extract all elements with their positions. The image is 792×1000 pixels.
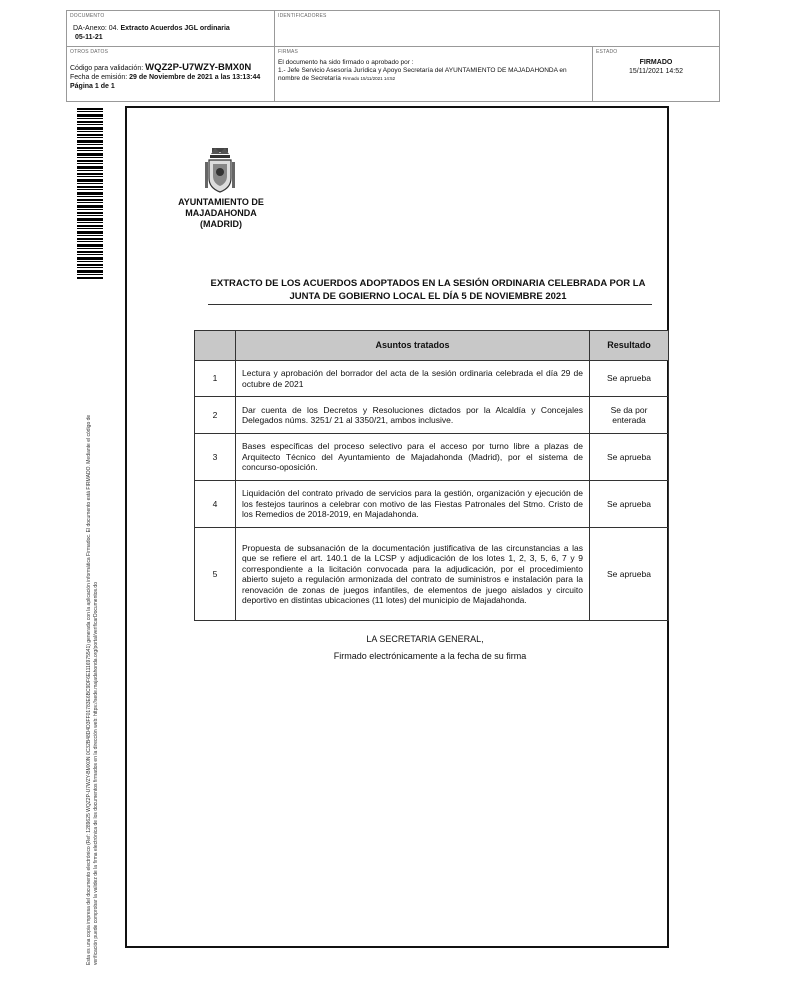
row-text: Bases específicas del proceso selectivo para el acceso por turno libre a plazas de Arquitecto Técnico del Ayuntamiento de Majadahonda (Madrid), por el sistema de concurso-oposición. [236, 434, 590, 481]
otros-datos-cell [67, 47, 275, 101]
codigo-validacion: Código para validación: WQZ2P-U7WZY-BMX0N [70, 62, 252, 73]
firmas-line-1: El documento ha sido firmado o aprobado por : [278, 59, 414, 66]
estado-date: 15/11/2021 14:52 [629, 68, 683, 75]
row-result: Se aprueba [590, 481, 669, 528]
otros-datos-label: OTROS DATOS [70, 49, 109, 55]
title-underline [208, 304, 652, 305]
row-num: 1 [195, 361, 236, 397]
documento-date: 05-11-21 [75, 34, 103, 41]
table-row [195, 397, 669, 434]
row-result: Se da por enterada [590, 397, 669, 434]
entity-line-3: (MADRID) [200, 219, 242, 229]
row-text: Dar cuenta de los Decretos y Resoluciones dictados por la Alcaldía y Concejales Delegados núms. 3251/ 21 al 3350/21, ambos inclusive. [236, 397, 590, 434]
entity-line-1: AYUNTAMIENTO DE [178, 197, 264, 207]
row-num: 2 [195, 397, 236, 434]
firmas-cell [275, 47, 593, 101]
row-text: Lectura y aprobación del borrador del acta de la sesión ordinaria celebrada el día 29 de octubre de 2021 [236, 361, 590, 397]
firmas-line-2: 1.- Jefe Servicio Asesoría Jurídica y Apoyo Secretaría del AYUNTAMIENTO DE MAJADAHONDA en [278, 67, 567, 74]
side-verification-text [86, 295, 100, 965]
table-row [195, 434, 669, 481]
documento-cell [67, 11, 275, 47]
entity-line-2: MAJADAHONDA [185, 208, 257, 218]
entity-name [166, 197, 276, 230]
coat-of-arms-icon [203, 146, 237, 194]
header-num [195, 331, 236, 361]
title-line-1: EXTRACTO DE LOS ACUERDOS ADOPTADOS EN LA SESIÓN ORDINARIA CELEBRADA POR LA [210, 278, 646, 289]
row-num: 5 [195, 528, 236, 621]
documento-label: DOCUMENTO [70, 13, 105, 19]
estado-value: FIRMADO [639, 59, 673, 66]
barcode-image [77, 108, 103, 280]
firmas-line-3: nombre de Secretaría Firmado 15/11/2021 14:52 [278, 75, 396, 82]
row-result: Se aprueba [590, 361, 669, 397]
document-title [196, 277, 660, 303]
row-num: 3 [195, 434, 236, 481]
row-result: Se aprueba [590, 528, 669, 621]
validation-header [66, 10, 720, 102]
firmas-label: FIRMAS [278, 49, 299, 55]
estado-cell [593, 47, 719, 101]
estado-label: ESTADO [596, 49, 618, 55]
fecha-emision: Fecha de emisión: 29 de Noviembre de 2021 a las 13:13:44 [70, 74, 261, 81]
pagina: Página 1 de 1 [70, 83, 115, 90]
table-row [195, 361, 669, 397]
row-text: Liquidación del contrato privado de servicios para la gestión, organización y ejecución de los festejos taurinos a celebrar con motivo de las Fiestas Patronales del Stmo. Cristo de los Remedios de 2018-2019, en Majadahonda. [236, 481, 590, 528]
row-text: Propuesta de subsanación de la documentación justificativa de las circunstancias a las que se refiere el art. 140.1 de la LCSP y adjudicación de los lotes 1, 2, 3, 5, 6, 7 y 9 correspondiente a la licitación convocada para la adjudicación, por el procedimiento abierto sujeto a regulación armonizada del contrato de suministros e instalación para la renovación de zonas de juegos infantiles, de elementos de juego aislados y circuito deportivo en distintas ubicaciones (11 lotes) del municipio de Majadahonda. [236, 528, 590, 621]
documento-value: DA-Anexo: 04. Extracto Acuerdos JGL ordinaria [73, 25, 230, 32]
table-header-row [195, 331, 669, 361]
identificadores-label: IDENTIFICADORES [278, 13, 327, 19]
agreements-table [194, 330, 669, 621]
signature-title: LA SECRETARIA GENERAL, [366, 634, 484, 644]
table-row [195, 528, 669, 621]
side-text-line-2: verificación puede comprobar la validez de la firma electrónica de los documentos firmados en la dirección web: https://sede.majadahonda.org/portal/verificarDocumentos.do [93, 582, 99, 965]
header-asuntos: Asuntos tratados [236, 331, 590, 361]
identificadores-cell [275, 11, 719, 47]
row-num: 4 [195, 481, 236, 528]
table-row [195, 481, 669, 528]
side-text-line-1: Esta es una copia impresa del documento electrónico (Ref: 1289625 WQZ2P-U7WZY-BMX0N 0C32B48D4D3FF01783E6BC9DF6E1116975541) generada con la aplicación informática Firmadoc. El documento está FIRMADO. Mediante el código de [86, 414, 92, 965]
signature-note: Firmado electrónicamente a la fecha de su firma [333, 651, 527, 661]
title-line-2: JUNTA DE GOBIERNO LOCAL EL DÍA 5 DE NOVIEMBRE 2021 [289, 291, 567, 302]
header-resultado: Resultado [590, 331, 669, 361]
row-result: Se aprueba [590, 434, 669, 481]
